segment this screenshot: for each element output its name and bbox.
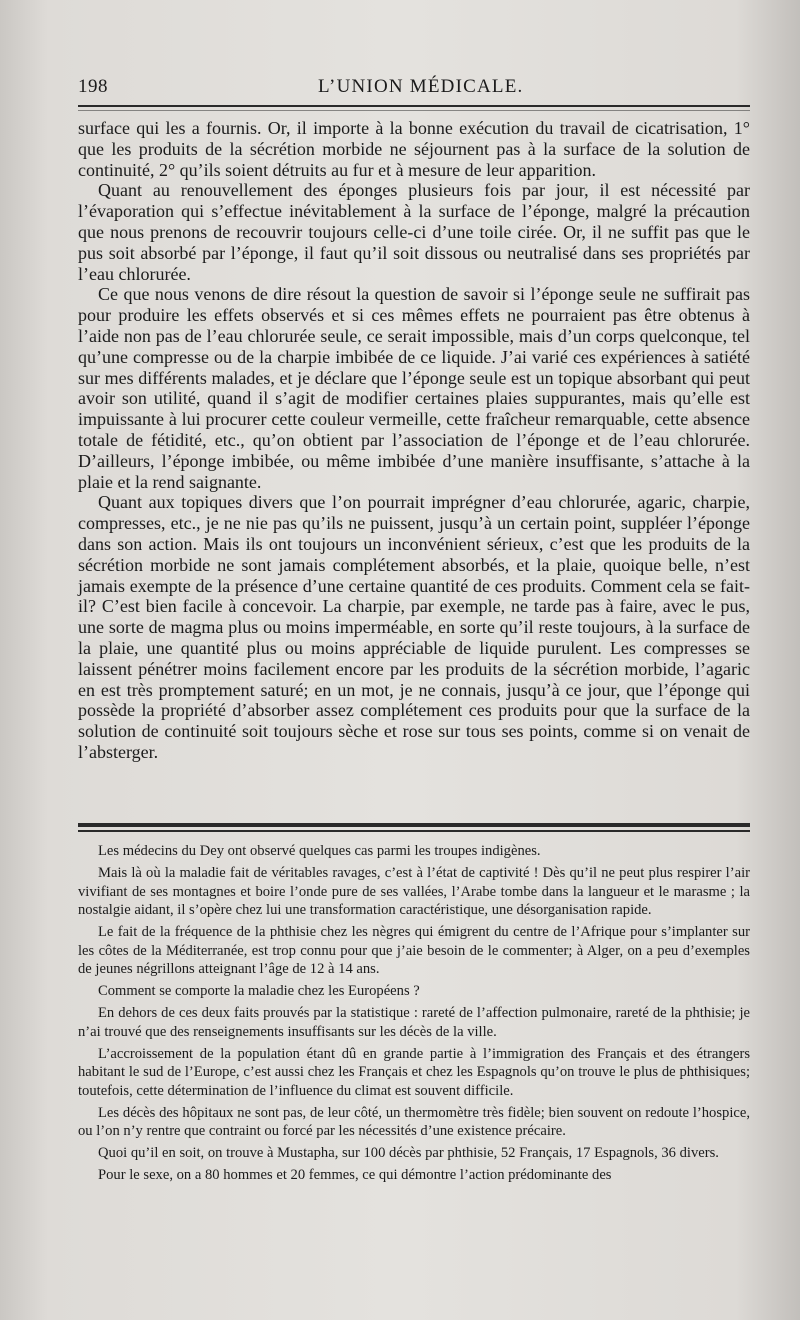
main-paragraph-3: Ce que nous venons de dire résout la question de savoir si l’éponge seule ne suffirait pas pour produire les effets observés et si ces mêmes effets ne pourraient pas être obtenus à l’aide non pas de l’eau chlorurée seule, ce serait impossible, mais d’un corps quelconque, tel qu’une compresse ou de la charpie imbibée de ce liquide. J’ai varié ces expériences à satiété sur mes différents malades, et je déclare que l’éponge seule est un topique absorbant qui peut avoir son utilité, quand il s’agit de modifier certaines plaies suppurantes, mais qu’elle est impuissante à lui procurer cette couleur vermeille, cette fraîcheur remarquable, cette absence totale de fétidité, etc., qu’on obtient par l’association de l’éponge et de l’eau chlorurée. D’ailleurs, l’éponge imbibée, ou même imbibée d’une manière insuffisante, s’attache à la plaie et la rend saignante. <box>78 284 750 492</box>
feuilleton-paragraph-3: Le fait de la fréquence de la phthisie chez les nègres qui émigrent du centre de l’Afrique pour s’implanter sur les côtes de la Méditerranée, est trop connu pour que j’aie besoin de le commenter; à Alger, on a peu d’exemples de jeunes négrillons atteignant l’âge de 12 à 14 ans. <box>78 924 750 977</box>
feuilleton-paragraph-5: En dehors de ces deux faits prouvés par la statistique : rareté de l’affection pulmonaire, rareté de la phthisie; je n’ai trouvé que des renseignements insuffisants sur les décès de la ville. <box>78 1005 750 1040</box>
feuilleton-paragraph-2: Mais là où la maladie fait de véritables ravages, c’est à l’état de captivité ! Dès qu’il ne peut plus respirer l’air vivifiant de ses montagnes et boire l’onde pure de ses vallées, l’Arabe tombe dans la langueur et le marasme ; la nostalgie aidant, il s’opère chez lui une transformation caractéristique, une désorganisation rapide. <box>78 865 750 918</box>
feuilleton-paragraph-9: Pour le sexe, on a 80 hommes et 20 femmes, ce qui démontre l’action prédominante des <box>98 1167 612 1183</box>
page-header <box>78 76 750 100</box>
feuilleton-paragraph-1: Les médecins du Dey ont observé quelques cas parmi les troupes indigènes. <box>98 843 541 859</box>
feuilleton-paragraph-4: Comment se comporte la maladie chez les Européens ? <box>98 983 420 999</box>
main-paragraph-2: Quant au renouvellement des éponges plusieurs fois par jour, il est nécessité par l’évaporation qui s’effectue inévitablement à la surface de l’éponge, malgré la précaution que nous prenons de recouvrir toujours celle-ci d’une toile cirée. Or, il ne suffit pas que le pus soit absorbé par l’éponge, il faut qu’il soit dissous ou neutralisé dans ses propriétés par l’eau chlorurée. <box>78 180 750 284</box>
main-paragraph-1: surface qui les a fournis. Or, il importe à la bonne exécution du travail de cicatrisation, 1° que les produits de la sécrétion morbide ne séjournent pas à la surface de la solution de continuité, 2° qu’ils soient détruits au fur et à mesure de leur apparition. <box>78 118 750 180</box>
feuilleton-paragraph-6: L’accroissement de la population étant dû en grande partie à l’immigration des Français et des étrangers habitant le sud de l’Europe, c’est aussi chez les Français et chez les Espagnols qu’on trouve le plus de phthisiques; toutefois, cette détermination de l’influence du climat est souvent difficile. <box>78 1045 750 1099</box>
feuilleton-paragraph-7: Les décès des hôpitaux ne sont pas, de leur côté, un thermomètre très fidèle; bien souvent on redoute l’hospice, ou l’on n’y rentre que contraint ou forcé par les nécessités d’une existence précaire. <box>78 1104 750 1139</box>
section-divider-thick <box>78 823 750 827</box>
main-article-text <box>78 118 750 763</box>
main-paragraph-4: Quant aux topiques divers que l’on pourrait imprégner d’eau chlorurée, agaric, charpie, compresses, etc., je ne nie pas qu’ils ne puissent, jusqu’à un certain point, suppléer l’éponge dans son action. Mais ils ont toujours un inconvénient sérieux, c’est que les produits de la sécrétion morbide ne sont jamais complétement absorbés, et la plaie, quoique belle, n’est jamais exempte de la présence d’une certaine quantité de ces produits. Comment cela se fait-il? C’est bien facile à concevoir. La charpie, par exemple, ne tarde pas à faire, avec le pus, une sorte de magma plus ou moins imperméable, en sorte qu’il reste toujours, à la surface de la plaie, une quantité plus ou moins appréciable de liquide purulent. Les compresses se laissent pénétrer moins facilement encore par les produits de la sécrétion morbide, l’agaric en est très promptement saturé; en un mot, je ne connais, jusqu’à ce jour, que l’éponge qui possède la propriété d’absorber assez complétement ces produits pour que la surface de la solution de continuité soit toujours sèche et rose sur tous ses points, comme si on venait de l’absterger. <box>78 492 750 762</box>
header-rule <box>78 105 750 107</box>
header-rule-thin <box>78 110 750 111</box>
journal-title: L’UNION MÉDICALE. <box>318 76 524 97</box>
feuilleton-paragraph-8: Quoi qu’il en soit, on trouve à Mustapha, sur 100 décès par phthisie, 52 Français, 17 Espagnols, 36 divers. <box>98 1145 719 1161</box>
feuilleton-text <box>78 842 750 1188</box>
page-number: 198 <box>78 76 108 97</box>
section-divider-thin <box>78 830 750 832</box>
